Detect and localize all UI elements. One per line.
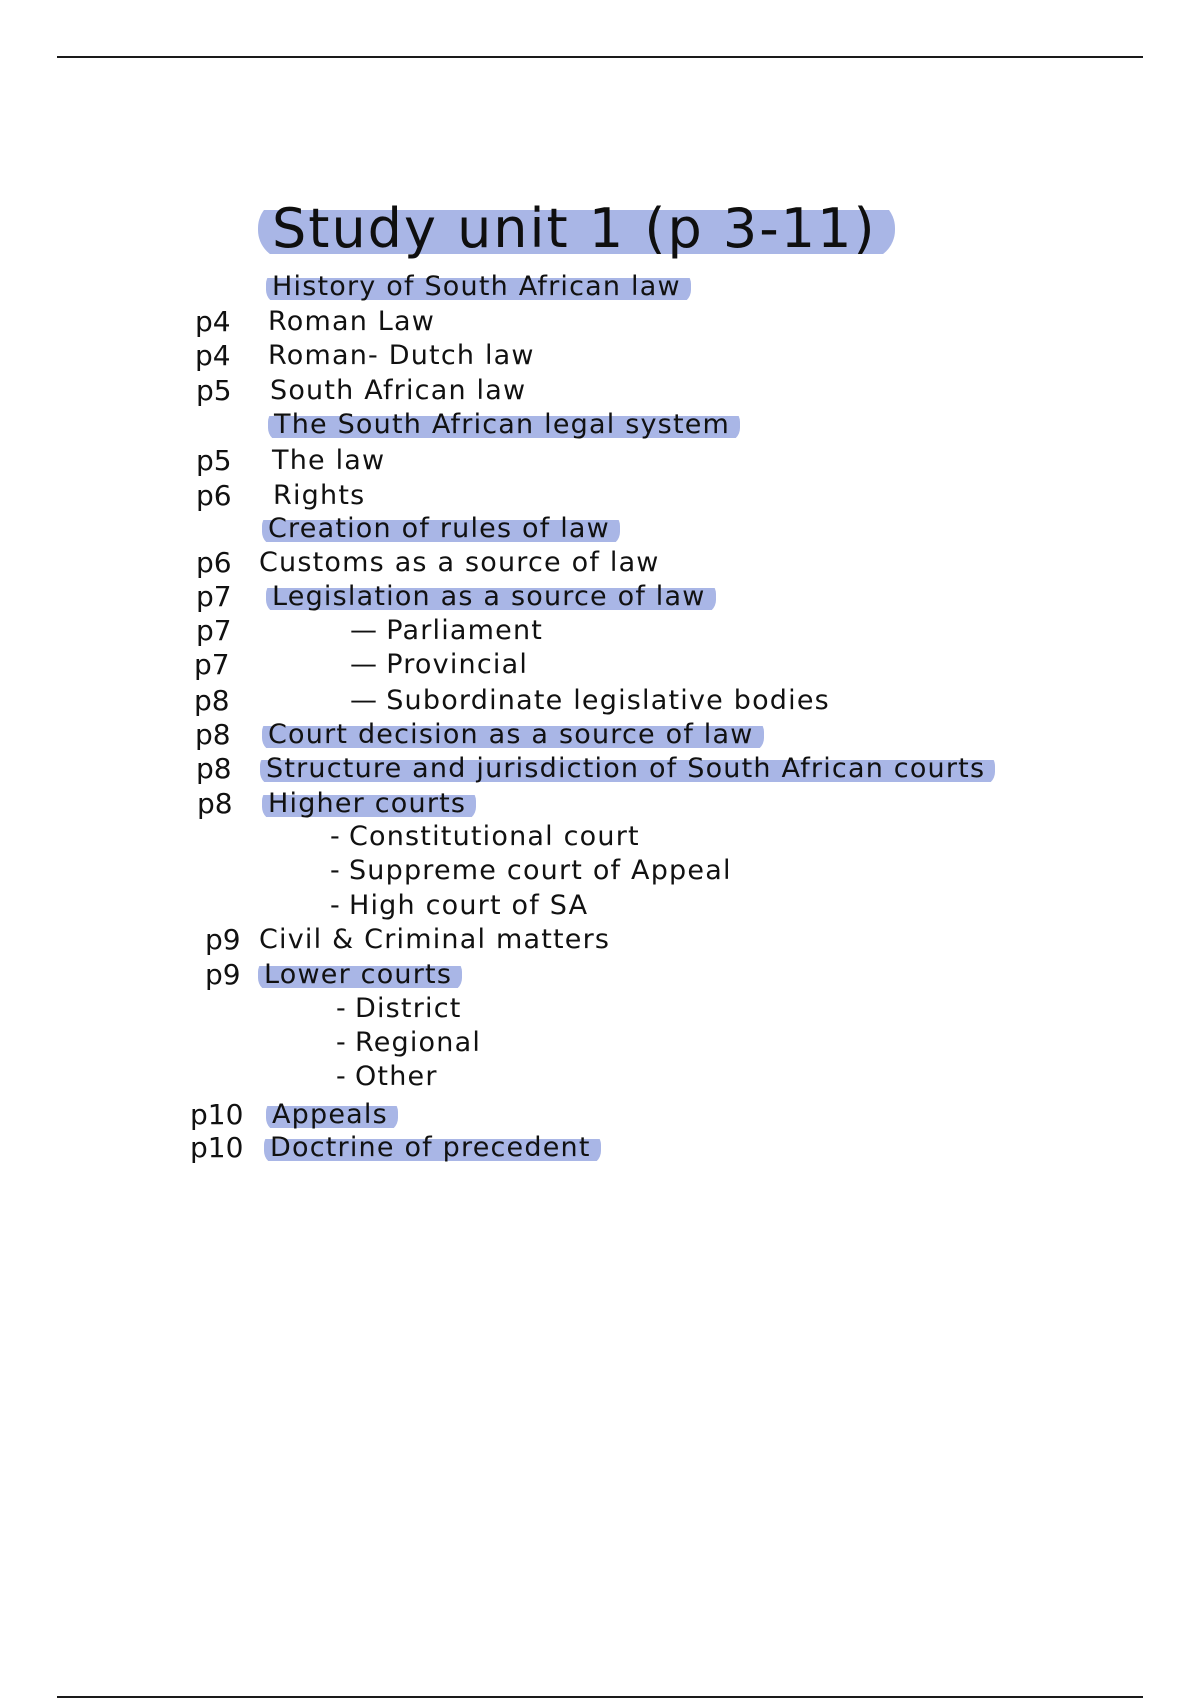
entry-label: Constitutional court xyxy=(348,821,640,852)
highlighted-heading xyxy=(258,958,462,992)
highlighted-heading xyxy=(264,1131,601,1165)
entry-text xyxy=(350,684,830,718)
entry-label: Roman Law xyxy=(268,306,436,337)
page-reference: p7 xyxy=(196,614,232,647)
entry-label: Customs as a source of law xyxy=(259,547,660,578)
page-reference: p8 xyxy=(197,787,233,820)
entry-text xyxy=(259,923,610,957)
entry-text xyxy=(268,305,435,339)
entry-label: Creation of rules of law xyxy=(268,513,610,544)
page-reference: p5 xyxy=(196,444,232,477)
page-reference: p10 xyxy=(190,1098,244,1131)
entry-label: Provincial xyxy=(386,649,529,680)
entry-label: Parliament xyxy=(386,615,544,646)
page-reference: p6 xyxy=(196,546,232,579)
highlighted-heading xyxy=(266,270,691,304)
page-reference: p8 xyxy=(195,718,231,751)
page-reference: p9 xyxy=(205,958,241,991)
entry-label: Subordinate legislative bodies xyxy=(386,685,830,716)
entry-label: District xyxy=(354,993,462,1024)
highlighted-heading xyxy=(262,718,764,752)
dash-bullet: - xyxy=(336,1061,347,1092)
entry-label: The South African legal system xyxy=(274,409,731,440)
highlighted-heading xyxy=(268,408,740,442)
bottom-rule xyxy=(57,1696,1143,1698)
entry-text xyxy=(259,546,660,580)
entry-text xyxy=(330,820,640,854)
entry-label: Higher courts xyxy=(268,788,467,819)
highlighted-heading xyxy=(262,512,620,546)
page-reference: p9 xyxy=(205,923,241,956)
entry-label: Doctrine of precedent xyxy=(270,1132,591,1163)
entry-text xyxy=(268,339,535,373)
entry-text xyxy=(336,992,462,1026)
entry-label: Roman- Dutch law xyxy=(268,340,535,371)
dash-bullet: — xyxy=(350,649,379,680)
entry-label: South African law xyxy=(270,375,527,406)
entry-text xyxy=(270,374,526,408)
entry-label: Lower courts xyxy=(264,959,453,990)
dash-bullet: — xyxy=(350,615,379,646)
page-title: Study unit 1 (p 3-11) xyxy=(258,198,895,260)
entry-label: The law xyxy=(272,445,386,476)
page-reference: p8 xyxy=(196,752,232,785)
dash-bullet: - xyxy=(336,993,347,1024)
dash-bullet: - xyxy=(330,890,341,921)
page-reference: p8 xyxy=(194,684,230,717)
page-reference: p4 xyxy=(195,305,231,338)
entry-text xyxy=(336,1060,438,1094)
page-reference: p5 xyxy=(196,374,232,407)
entry-label: Appeals xyxy=(272,1099,388,1130)
entry-label: Other xyxy=(354,1061,438,1092)
entry-text xyxy=(336,1026,481,1060)
page-reference: p10 xyxy=(190,1131,244,1164)
entry-label: Civil & Criminal matters xyxy=(259,924,611,955)
entry-label: Structure and jurisdiction of South African courts xyxy=(266,753,986,784)
entry-text xyxy=(330,889,588,923)
entry-text xyxy=(330,854,732,888)
entry-label: History of South African law xyxy=(272,271,681,302)
entry-label: Suppreme court of Appeal xyxy=(348,855,732,886)
page-reference: p7 xyxy=(194,648,230,681)
entry-label: Court decision as a source of law xyxy=(268,719,754,750)
page-reference: p7 xyxy=(196,580,232,613)
page-reference: p4 xyxy=(195,339,231,372)
entry-text xyxy=(272,444,385,478)
entry-label: Regional xyxy=(354,1027,482,1058)
highlighted-heading xyxy=(266,1098,398,1132)
dash-bullet: - xyxy=(336,1027,347,1058)
highlighted-heading xyxy=(262,787,476,821)
dash-bullet: - xyxy=(330,855,341,886)
dash-bullet: — xyxy=(350,685,379,716)
dash-bullet: - xyxy=(330,821,341,852)
entry-label: Legislation as a source of law xyxy=(272,581,706,612)
entry-text xyxy=(350,648,528,682)
highlighted-heading xyxy=(266,580,716,614)
entry-text xyxy=(273,479,365,513)
highlighted-heading xyxy=(260,752,995,786)
entry-text xyxy=(350,614,543,648)
page-reference: p6 xyxy=(196,479,232,512)
entry-label: Rights xyxy=(273,480,366,511)
entry-label: High court of SA xyxy=(348,890,589,921)
